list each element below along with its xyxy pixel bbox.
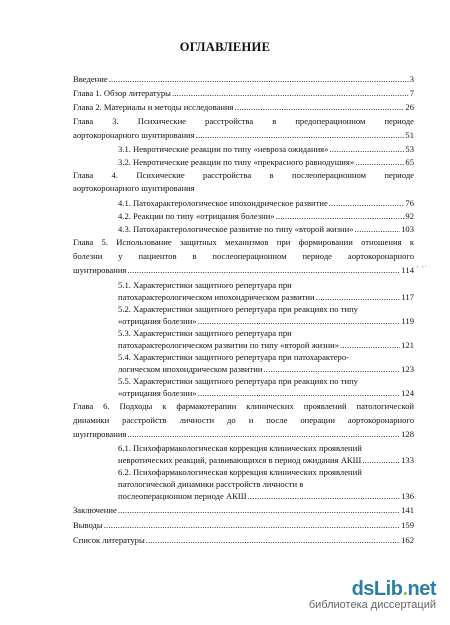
toc-entry-5-1: патохарактерологическом ипохондрическом развитии ..... 117 xyxy=(118,292,414,303)
toc-entry-5-3-line-1: 5.3. Характеристики защитного репертуара при xyxy=(118,328,292,338)
toc-entry-3-1: 3.1. Невротические реакции по типу «невроза ожидания» ..... 53 xyxy=(118,144,414,155)
toc-entry-6-1: невротических реакций, развивающихся в период ожидания АКШ ..... 133 xyxy=(118,455,414,466)
toc-entry-chapter-4-line-2: аортокоронарного шунтирования xyxy=(73,183,195,193)
toc-entry-3-2: 3.2. Невротические реакции по типу «прекрасного равнодушия» ..... 65 xyxy=(118,157,414,168)
toc-entry-6-2-line-2: патологической динамики расстройств личности в xyxy=(118,479,304,489)
site-watermark xyxy=(309,578,436,611)
toc-entry-chapter-5: шунтирования ..... 114 xyxy=(73,265,414,276)
toc-entry-6-2: послеоперационном периоде АКШ ..... 136 xyxy=(118,491,414,502)
toc-entry-chapter-5-line-2: болезни у пациентов в послеоперационном периоде аортокоронарного xyxy=(73,251,414,261)
toc-entry-4-3: 4.3. Патохарактерологическое развитие по типу «второй жизни» ..... 103 xyxy=(118,224,414,235)
toc-entry-6-2-line-1: 6.2. Психофармакологическая коррекция клинических проявлений xyxy=(118,467,362,477)
toc-entry-chapter-3: аортокоронарного шунтирования ..... 51 xyxy=(73,130,414,141)
page-title: ОГЛАВЛЕНИЕ xyxy=(179,40,271,54)
toc-entry-chapter-5-line-1: Глава 5. Использование защитных механизмов при формировании отношения к xyxy=(73,237,414,247)
toc-entry-5-2: «отрицания болезни» ..... 119 xyxy=(118,316,414,327)
toc-entry-conclusion: Заключение ..... 141 xyxy=(73,505,414,516)
toc-entry-5-5: «отрицания болезни» ..... 124 xyxy=(118,388,414,399)
toc-entry-5-5-line-1: 5.5. Характеристики защитного репертуара при реакциях по типу xyxy=(118,376,358,386)
toc-entry-5-4-line-1: 5.4. Характеристики защитного репертуара при патохарактеро- xyxy=(118,352,349,362)
watermark-subtitle: библиотека диссертаций xyxy=(308,599,436,611)
toc-entry-5-3: патохарактерологическом развитии по типу «второй жизни» ..... 121 xyxy=(118,340,414,351)
scan-mark: ⋅ ⋅ˑ xyxy=(416,262,427,272)
toc-entry-5-1-line-1: 5.1. Характеристики защитного репертуара при xyxy=(118,280,292,290)
toc-entry-4-2: 4.2. Реакции по типу «отрицания болезни» ..... 92 xyxy=(118,211,414,222)
toc-entry-chapter-3-line-1: Глава 3. Психические расстройства в предоперационном периоде xyxy=(73,116,414,126)
toc-entry-references: Список литературы ..... 162 xyxy=(73,535,414,546)
toc-entry-5-2-line-1: 5.2. Характеристики защитного репертуара при реакциях по типу xyxy=(118,304,358,314)
toc-entry-chapter-6-line-2: динамики расстройств личности до и после операции аортокоронарного xyxy=(73,415,414,425)
toc-entry-chapter-2: Глава 2. Материалы и методы исследования ..... 26 xyxy=(73,102,414,113)
toc-entry-chapter-6-line-1: Глава 6. Подходы к фармакотерапии клинических проявлений патологической xyxy=(73,401,414,411)
toc-entry-6-1-line-1: 6.1. Психофармакологическая коррекция клинических проявлений xyxy=(118,443,362,453)
toc-entry-chapter-6: шунтирования ..... 128 xyxy=(73,429,414,440)
toc-entry-findings: Выводы ..... 159 xyxy=(73,520,414,531)
toc-entry-chapter-1: Глава 1. Обзор литературы ..... 7 xyxy=(73,88,414,99)
toc-entry-chapter-4-line-1: Глава 4. Психические расстройства в послеоперационном периоде xyxy=(73,170,414,180)
toc-entry-4-1: 4.1. Патохарактерологическое ипохондрическое развитие ..... 76 xyxy=(118,198,414,209)
toc-entry-intro: Введение ..... 3 xyxy=(73,74,414,85)
toc-entry-5-4: логическом ипохондрическом развитии ..... 123 xyxy=(118,364,414,375)
watermark-logo: dsLib.net xyxy=(351,578,436,600)
